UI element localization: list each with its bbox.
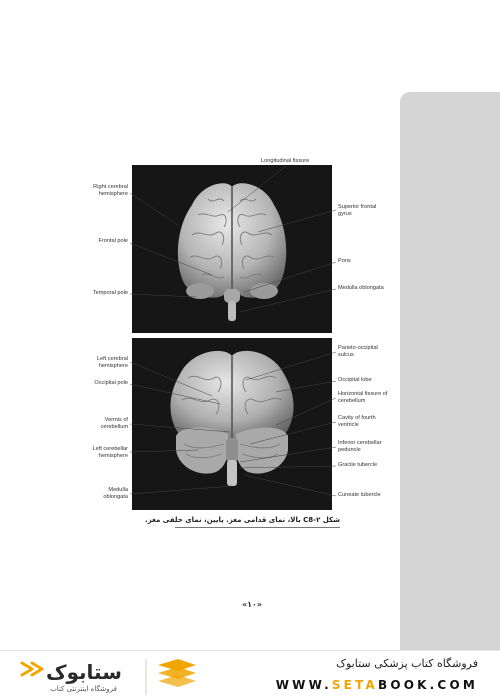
label-occipital-lobe: Occipital lobe [338, 377, 372, 383]
label-horizontal-fissure: Horizontal fissure of cerebellum [338, 391, 388, 404]
label-superior-frontal-gyrus: Superior frontal gyrus [338, 204, 377, 217]
label-longitudinal-fissure: Longitudinal fissure [261, 158, 310, 164]
label-inferior-cerebellar-peduncle: Inferior cerebellar peduncle [338, 440, 382, 453]
label-medulla-oblongata-bottom: Medulla oblongata [103, 487, 128, 500]
label-medulla-oblongata-top: Medulla oblongata [338, 285, 384, 291]
label-temporal-pole: Temporal pole [92, 290, 128, 296]
label-left-cerebral-hemisphere: Left cerebral hemisphere [96, 356, 128, 369]
label-gracile-tubercle: Gracile tubercle [338, 462, 378, 468]
caption-divider [175, 527, 340, 528]
label-cavity-of-fourth-ventricle: Cavity of fourth ventricle [338, 415, 376, 428]
page-number: «۱۰» [241, 600, 263, 609]
logo-subtitle: فروشگاه اینترنتی کتاب [50, 685, 117, 693]
brain-anterior-photo [132, 165, 332, 333]
url-suffix: BOOK.COM [378, 678, 478, 692]
brain-posterior-photo [132, 338, 332, 510]
brain-posterior-illustration [132, 338, 332, 510]
label-frontal-pole: Frontal pole [98, 238, 128, 244]
label-parieto-occipital-sulcus: Parieto-occipital sulcus [338, 345, 378, 358]
label-occipital-pole: Occipital pole [94, 380, 128, 386]
store-url-link[interactable] [276, 678, 478, 692]
label-left-cerebellar-hemisphere: Left cerebellar hemisphere [92, 446, 128, 459]
logo-wordmark: ستابوک [46, 660, 122, 684]
setabook-logo[interactable] [18, 655, 198, 699]
figure-caption: شکل ۲-C8 بالا، نمای قدامی مغز. پایین، نمای خلفی مغز. [145, 516, 340, 524]
brain-anterior-illustration [132, 165, 332, 333]
label-right-cerebral-hemisphere: Right cerebral hemisphere [93, 184, 128, 197]
url-prefix: WWW. [275, 678, 332, 692]
store-footer [0, 650, 500, 700]
label-vermis-of-cerebellum: Vermis of cerebellum [100, 417, 128, 430]
label-pons: Pons [338, 258, 351, 264]
label-cuneate-tubercle: Cuneate tubercle [338, 492, 381, 498]
url-accent: SETA [331, 678, 379, 692]
book-stack-icon [158, 659, 196, 687]
page-side-tab [400, 92, 500, 650]
store-title: فروشگاه کتاب پزشکی ستابوک [336, 657, 478, 670]
